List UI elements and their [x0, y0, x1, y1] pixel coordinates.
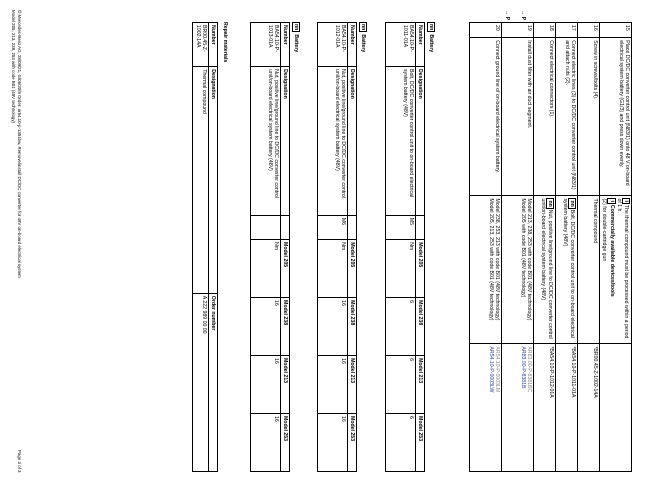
- step-note: [534, 196, 556, 344]
- step-ref: [600, 344, 632, 472]
- side-label: → P: [504, 10, 510, 21]
- col-header: Model 205: [280, 240, 289, 298]
- model-applicability: Model 205 with code B01 (48V technology): [519, 198, 526, 298]
- model-applicability: Model 213, 238, 253 with code B01 (48V technology): [526, 198, 533, 321]
- step-row: [470, 23, 502, 472]
- torque-icon: nn: [569, 200, 576, 207]
- cell-thread: [250, 216, 280, 240]
- torque-icon: nn: [360, 24, 366, 31]
- info-icon: i: [608, 200, 615, 202]
- section-title-text: Battery: [428, 34, 434, 53]
- cell-number: BA54.10-P-1011-01A: [385, 23, 415, 67]
- table-row: [193, 23, 208, 472]
- col-header: Model 213: [415, 356, 424, 414]
- col-header: Order number: [208, 293, 217, 471]
- cell-order-number: A 222 989 00 00: [193, 293, 208, 471]
- cell-value: 16: [317, 414, 347, 472]
- cell-designation: Nut, positive line/ground line to DC/DC converter control unit/on-board electrical system battery (48V): [250, 67, 280, 216]
- col-header: Model 253: [280, 413, 289, 471]
- cell-value: 16: [317, 356, 347, 414]
- step-note: [600, 196, 632, 344]
- cell-number: BR00.45-Z-1002-14A: [193, 23, 208, 67]
- model-applicability: Model 205, 213, 253 with code B01 (48V technology): [487, 198, 494, 321]
- col-header: Designation: [208, 67, 217, 294]
- steps-table: [469, 22, 632, 472]
- col-header: Designation: [415, 67, 424, 216]
- side-label: → P: [520, 10, 526, 21]
- cell-thread: M6: [317, 215, 347, 239]
- col-header: Model 238: [415, 298, 424, 356]
- table-header-row: [208, 23, 217, 472]
- cell-thread: M5: [385, 215, 415, 239]
- cell-number: BA54.10-P-1012-01A: [317, 23, 347, 67]
- col-header: [347, 215, 356, 239]
- col-header: Model 238: [280, 298, 289, 356]
- step-models: [470, 196, 502, 344]
- step-text: Connect ground line of on-board electrical system battery.: [470, 38, 502, 196]
- section-title: [359, 22, 367, 52]
- footer-copyright: © Mercedes-Benz AG, 28/09/21, G/06/20/8 Order: ar54.10-p-1351bw, Remove/install DC/DC converter for 48V on-board electrical system: [17, 10, 22, 278]
- col-header: [280, 216, 289, 240]
- torque-table: [385, 22, 425, 472]
- repair-title: Repair materials: [222, 22, 228, 63]
- col-header: Number: [347, 23, 356, 67]
- cell-designation: Thermal compound: [193, 67, 208, 294]
- col-header: Designation: [347, 67, 356, 216]
- table-row: [317, 23, 347, 472]
- section-title: [292, 22, 300, 52]
- step-text: Screw in screws/bolts (4).: [578, 38, 600, 196]
- footer-models: Model 205, 213, 238, 253 with code B01 (48V technology): [11, 10, 16, 124]
- table-header-row: [415, 23, 424, 472]
- cell-value: 16: [250, 413, 280, 471]
- col-header: Number: [415, 23, 424, 67]
- note-text: Bolt, DC/DC converter control unit to on-board electrical system battery (48V): [561, 198, 576, 338]
- part-number: *BA54.10-P-1011-01A: [556, 344, 578, 472]
- step-row: [534, 23, 556, 472]
- step-text: Place DC/DC converter control unit (N83/1) onto 48 V on-board electrical system battery (G1/3) and press down evenly.: [600, 38, 632, 196]
- col-header: Number: [280, 23, 289, 67]
- cell-value: 6: [385, 414, 415, 472]
- cell-number: BA54.10-P-1013-01A: [250, 23, 280, 67]
- torque-table: [250, 22, 290, 472]
- cell-unit: Nm: [317, 240, 347, 298]
- torque-table: [317, 22, 357, 472]
- note-text: The thermal compound must be processed within a period of 1 h.: [615, 198, 629, 339]
- step-number: 20: [470, 23, 502, 38]
- repair-table: [192, 22, 218, 472]
- doc-link[interactable]: AR54.10-P-0003LM: [494, 346, 501, 393]
- section-title: [427, 22, 435, 52]
- cell-value: 6: [385, 298, 415, 356]
- cell-designation: Bolt, DC/DC converter control unit to on-board electrical system battery (48V): [385, 67, 415, 216]
- doc-link[interactable]: AR54.10-P-0003LW: [487, 346, 494, 393]
- cell-value: 16: [317, 298, 347, 356]
- model-applicability: Model 238, 253, 213 with code B01 (48V technology): [494, 198, 501, 321]
- info-icon: i: [623, 200, 629, 202]
- table-row: [250, 23, 280, 472]
- col-header: Model 253: [347, 414, 356, 472]
- step-number: 18: [534, 23, 556, 38]
- step-ref: [470, 344, 502, 472]
- note-detail: (2) for double-cartridge gun: [601, 198, 608, 262]
- section-title-text: Battery: [293, 34, 299, 53]
- step-note: Thermal compound: [578, 196, 600, 344]
- step-row: [578, 23, 600, 472]
- part-number: *BR00.45-Z-1002-14A: [578, 344, 600, 472]
- step-note: [556, 196, 578, 344]
- cell-designation: Nut, positive line/ground line to DC/DC converter control unit/on-board electrical system battery (48V): [317, 67, 347, 216]
- step-text: Install dust filter with air duct segment.: [502, 38, 534, 196]
- step-number: 19: [502, 23, 534, 38]
- step-number: 16: [578, 23, 600, 38]
- col-header: Model 205: [347, 240, 356, 298]
- col-header: Model 253: [415, 414, 424, 472]
- torque-icon: nn: [293, 24, 299, 31]
- doc-link[interactable]: AR83.00-P-8381B: [519, 346, 526, 389]
- torque-icon: nn: [428, 24, 434, 31]
- col-header: Model 213: [347, 356, 356, 414]
- part-number: *BA54.10-P-1012-01A: [534, 344, 556, 472]
- table-header-row: [347, 23, 356, 472]
- col-header: Number: [208, 23, 217, 67]
- step-text: Connect electrical connectors (1).: [534, 38, 556, 196]
- step-number: 17: [556, 23, 578, 38]
- torque-icon: nn: [547, 200, 554, 207]
- note-heading: Commercially available devices/tools: [608, 204, 615, 297]
- page-number: Page 3 of 3: [17, 450, 22, 473]
- table-header-row: [280, 23, 289, 472]
- col-header: [415, 215, 424, 239]
- col-header: Model 205: [415, 240, 424, 298]
- col-header: Designation: [280, 67, 289, 216]
- cell-value: 16: [250, 298, 280, 356]
- cell-unit: Nm: [250, 240, 280, 298]
- section-title-text: Battery: [360, 34, 366, 53]
- cell-value: 16: [250, 355, 280, 413]
- step-text: Connect electric lines (3) to DC/DC converter control unit (N83/1) and attach nuts (2).: [556, 38, 578, 196]
- step-models: [502, 196, 534, 344]
- cell-value: 6: [385, 356, 415, 414]
- table-row: [385, 23, 415, 472]
- step-row: [502, 23, 534, 472]
- note-text: Nut, positive line/ground line to DC/DC converter control unit/on-board electrical system battery (48V): [539, 198, 554, 339]
- step-row: [600, 23, 632, 472]
- doc-link[interactable]: AR83.00-P-8381BC: [526, 346, 533, 393]
- step-ref: [502, 344, 534, 472]
- col-header: Model 238: [347, 298, 356, 356]
- col-header: Model 213: [280, 355, 289, 413]
- step-number: 15: [600, 23, 632, 38]
- cell-unit: Nm: [385, 240, 415, 298]
- step-row: [556, 23, 578, 472]
